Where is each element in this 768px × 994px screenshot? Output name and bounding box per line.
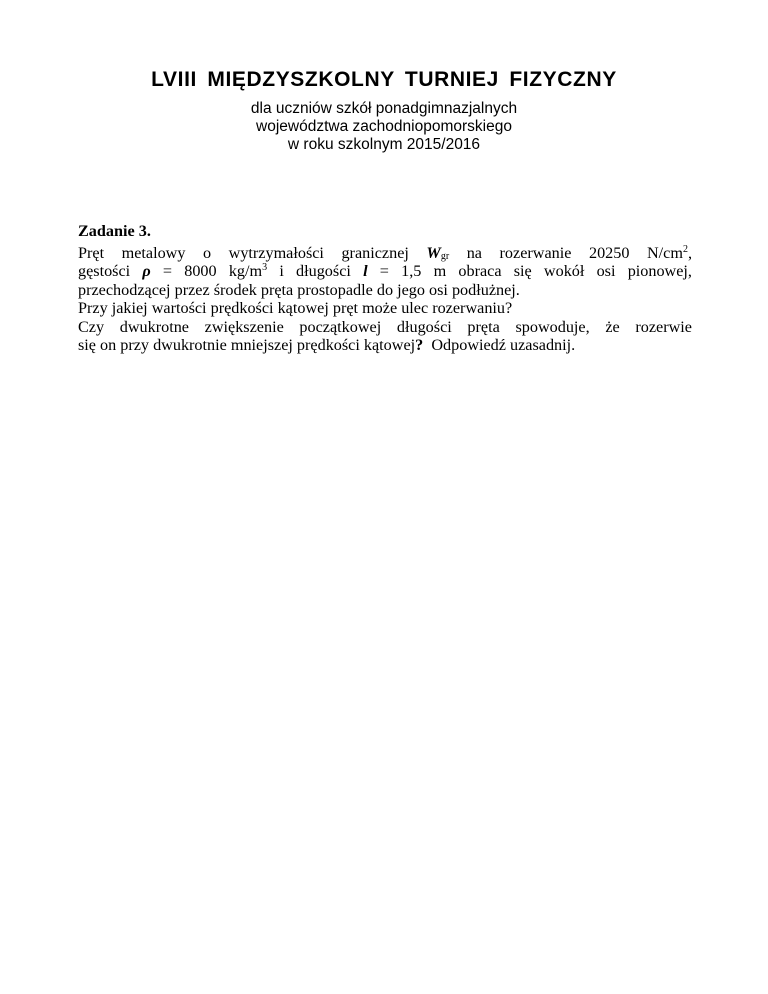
task-text-line-5: Czy dwukrotne zwiększenie początkowej długości pręta spowoduje, że rozerwie bbox=[78, 317, 692, 336]
text-segment: = 8000 kg/m bbox=[150, 262, 263, 280]
task-section bbox=[78, 222, 692, 355]
text-segment: na rozerwanie 20250 N/cm bbox=[449, 243, 683, 262]
superscript-2: 2 bbox=[682, 243, 688, 255]
question-mark: ? bbox=[415, 336, 424, 354]
text-segment: gęstości bbox=[78, 262, 143, 280]
task-title: Zadanie 3. bbox=[78, 222, 151, 240]
text-segment: Odpowiedź uzasadnij. bbox=[423, 336, 576, 354]
text-segment: = 1,5 m obraca się wokół osi pionowej, bbox=[367, 262, 692, 280]
text-segment: się on przy dwukrotnie mniejszej prędkości kątowej bbox=[78, 336, 416, 354]
text-segment: , bbox=[687, 243, 692, 262]
superscript-3: 3 bbox=[262, 262, 268, 273]
symbol-rho: ρ bbox=[142, 262, 151, 280]
subtitle-line-1: dla uczniów szkół ponadgimnazjalnych bbox=[250, 100, 518, 117]
subtitle-line-3: w roku szkolnym 2015/2016 bbox=[287, 136, 481, 153]
symbol-l: l bbox=[363, 262, 368, 280]
symbol-w: W bbox=[426, 243, 441, 262]
task-text-line-4: Przy jakiej wartości prędkości kątowej pręt może ulec rozerwaniu? bbox=[78, 299, 513, 317]
subscript-gr: gr bbox=[440, 250, 450, 262]
subtitle-line-2: województwa zachodniopomorskiego bbox=[256, 118, 512, 135]
contest-title: LVIII MIĘDZYSZKOLNY TURNIEJ FIZYCZNY bbox=[151, 68, 617, 91]
text-segment: Pręt metalowy o wytrzymałości granicznej bbox=[78, 243, 427, 262]
contest-subtitle bbox=[0, 100, 768, 154]
document-header bbox=[0, 66, 768, 154]
task-text-line-6 bbox=[78, 336, 692, 355]
task-text-line-1 bbox=[78, 244, 692, 263]
task-text-line-3: przechodzącej przez środek pręta prostopadle do jego osi podłużnej. bbox=[78, 280, 520, 299]
text-segment: i długości bbox=[267, 262, 364, 280]
task-text-line-2 bbox=[78, 262, 692, 281]
